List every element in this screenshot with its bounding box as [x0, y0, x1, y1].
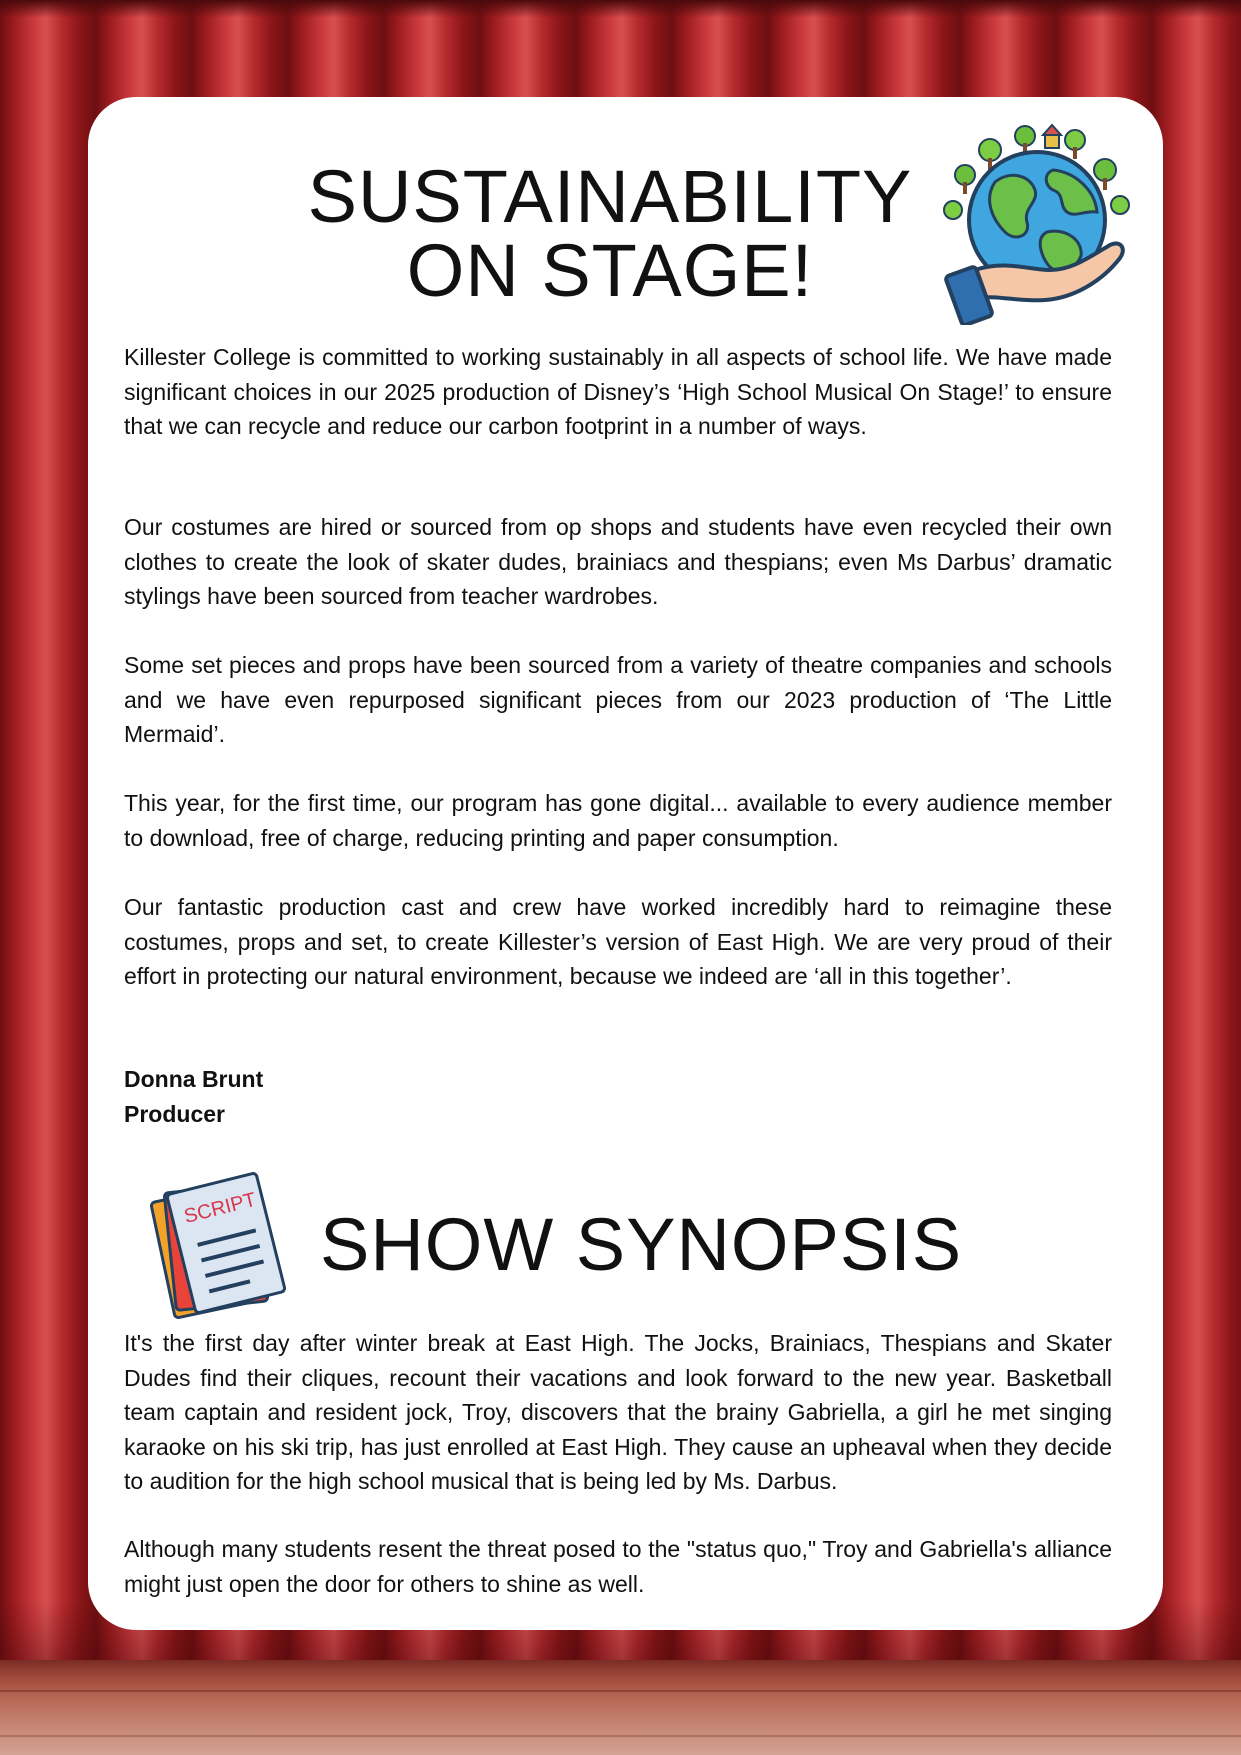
signature-block: [124, 1062, 1112, 1131]
paragraph-text: Although many students resent the threat posed to the "status quo," Troy and Gabriella's alliance might just open the door for others to shine as well.: [124, 1536, 1112, 1597]
synopsis-paragraph: [124, 1326, 1112, 1499]
paragraph-text: Some set pieces and props have been sourced from a variety of theatre companies and schools and we have even repurposed significant pieces from our 2023 production of ‘The Little Mermaid’.: [124, 652, 1112, 747]
paragraph-text: It's the first day after winter break at East High. The Jocks, Brainiacs, Thespians and Skater Dudes find their cliques, recount their vacations and look forward to the new year. Basketball team captain and resident jock, Troy, discovers that the brainy Gabriella, a girl he met singing karaoke on his ski trip, has just enrolled at East High. They cause an upheaval when they decide to audition for the high school musical that is being led by Ms. Darbus.: [124, 1330, 1112, 1494]
signature-name: Donna Brunt: [124, 1066, 264, 1092]
synopsis-paragraph: [124, 1532, 1112, 1601]
signature-role: Producer: [124, 1100, 225, 1127]
set-pieces-paragraph: [124, 648, 1112, 752]
cast-crew-paragraph: [124, 890, 1112, 994]
intro-paragraph: [124, 340, 1112, 444]
title-line-1: SUSTAINABILITY: [307, 155, 913, 238]
stage-edge-line: [0, 1690, 1241, 1692]
paragraph-text: Our fantastic production cast and crew have worked incredibly hard to reimagine these costumes, props and set, to create Killester’s version of East High. We are very proud of their effort in protecting our natural environment, because we indeed are ‘all in this together’.: [124, 894, 1112, 989]
paragraph-text: Killester College is committed to working sustainably in all aspects of school life. We have made significant choices in our 2025 production of Disney’s ‘High School Musical On Stage!’ to ensure that we can recycle and reduce our carbon footprint in a number of ways.: [124, 344, 1112, 439]
globe-in-hand-icon: [935, 120, 1135, 325]
title-line-2: ON STAGE!: [406, 229, 814, 312]
script-label: SCRIPT: [181, 1188, 259, 1228]
paragraph-text: This year, for the first time, our program has gone digital... available to every audience member to download, free of charge, reducing printing and paper consumption.: [124, 790, 1112, 851]
digital-program-paragraph: [124, 786, 1112, 855]
curtain-top-shadow: [0, 0, 1241, 18]
stage-plank-line: [0, 1735, 1241, 1737]
costumes-paragraph: [124, 510, 1112, 614]
synopsis-title: SHOW SYNOPSIS: [320, 1203, 963, 1286]
page-title: [250, 155, 970, 312]
stage-floor: [0, 1660, 1241, 1755]
script-document-icon: [140, 1170, 300, 1320]
paragraph-text: Our costumes are hired or sourced from op shops and students have even recycled their own clothes to create the look of skater dudes, brainiacs and thespians; even Ms Darbus’ dramatic stylings have been sourced from teacher wardrobes.: [124, 514, 1112, 609]
